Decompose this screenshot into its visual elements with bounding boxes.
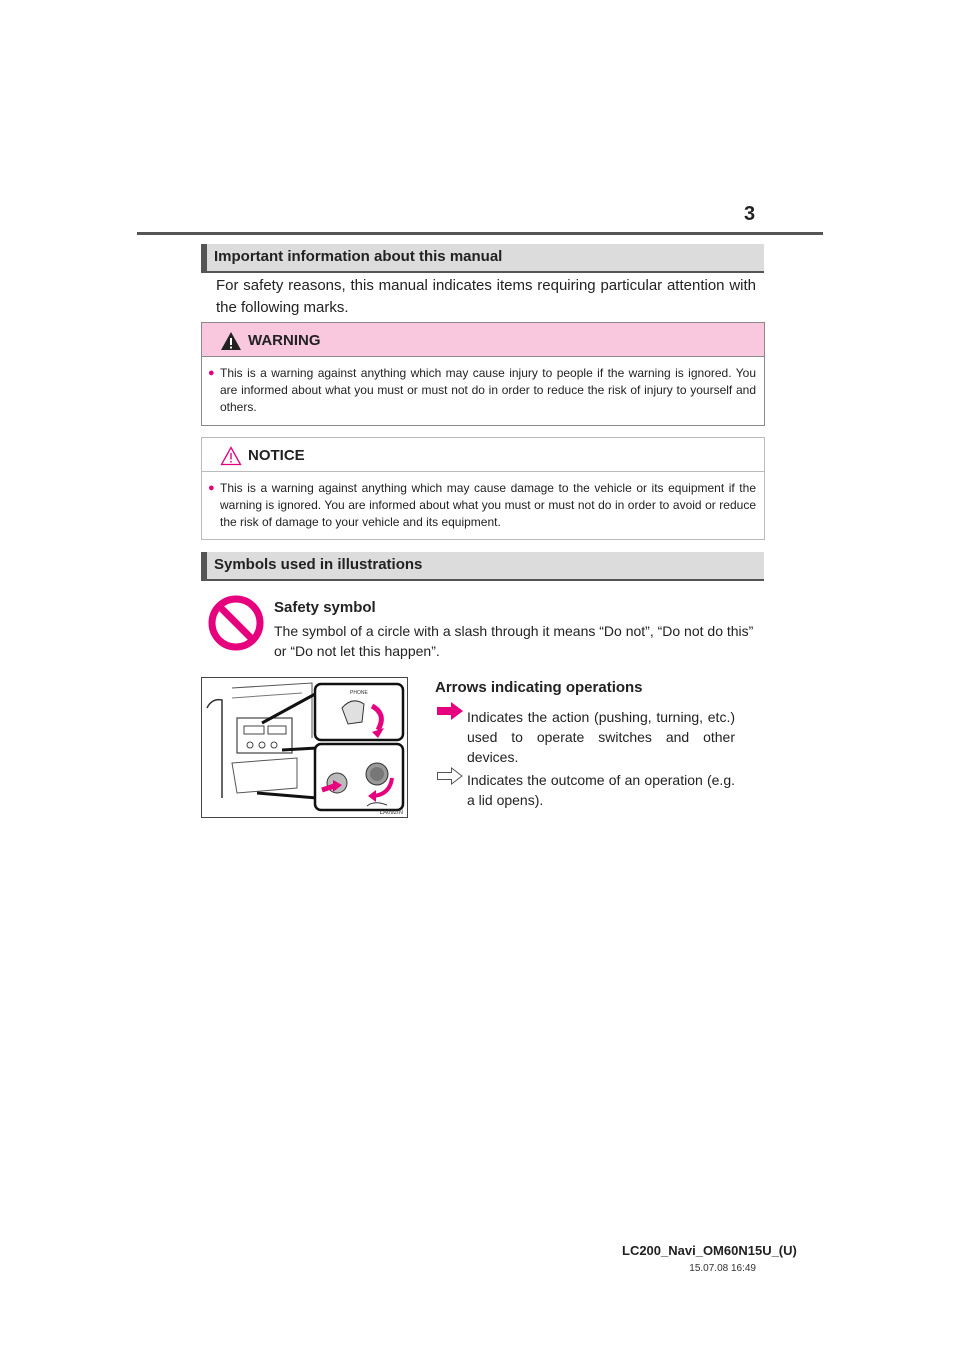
illustration-code: LA092IN: [379, 810, 403, 816]
page-number: 3: [744, 203, 756, 225]
section-title-important: Important information about this manual: [214, 248, 503, 265]
notice-box: [201, 437, 765, 540]
outcome-arrow-icon: [437, 767, 463, 785]
action-arrow-icon: [437, 702, 463, 720]
notice-triangle-icon: [220, 446, 242, 466]
warning-text: This is a warning against anything which may cause injury to people if the warning is ignored. You are informed about what you must or must not do in order to reduce the risk of injury to yourself and others.: [220, 366, 756, 414]
section-header-important: [201, 244, 764, 273]
section-header-symbols: [201, 552, 764, 581]
warning-triangle-icon: [220, 331, 242, 351]
section-title-symbols: Symbols used in illustrations: [214, 556, 423, 573]
warning-box: [201, 322, 765, 426]
outcome-arrow-text: Indicates the outcome of an operation (e.g. a lid opens).: [467, 772, 735, 808]
notice-text: This is a warning against anything which may cause damage to the vehicle or its equipment if the warning is ignored. You are informed about what you must or must not do in order to avoid or reduce the risk of damage to your vehicle and its equipment.: [220, 481, 756, 529]
bullet-icon: ●: [208, 367, 215, 379]
warning-label: WARNING: [248, 332, 321, 349]
safety-symbol-title: Safety symbol: [274, 599, 376, 616]
section-header-bar: [201, 244, 207, 271]
warning-box-header: [202, 323, 764, 357]
bullet-icon: ●: [208, 482, 215, 494]
notice-label: NOTICE: [248, 447, 305, 464]
safety-symbol-text: The symbol of a circle with a slash through it means “Do not”, “Do not do this” or “Do not let this happen”.: [274, 623, 754, 659]
svg-text:PHONE: PHONE: [350, 690, 368, 696]
notice-box-body: [202, 472, 764, 541]
footer-manual-code: LC200_Navi_OM60N15U_(U): [622, 1243, 797, 1258]
action-arrow-text: Indicates the action (pushing, turning, etc.) used to operate switches and other devices.: [467, 709, 735, 765]
intro-paragraph: For safety reasons, this manual indicates items requiring particular attention with the following marks.: [216, 277, 756, 316]
footer-date: 15.07.08 16:49: [689, 1263, 756, 1274]
section-header-bar: [201, 552, 207, 579]
dashboard-illustration: [201, 677, 408, 818]
prohibition-icon: [207, 594, 265, 652]
top-rule: [137, 232, 823, 235]
arrows-title: Arrows indicating operations: [435, 679, 643, 696]
warning-box-body: [202, 357, 764, 426]
notice-box-header: [202, 438, 764, 472]
